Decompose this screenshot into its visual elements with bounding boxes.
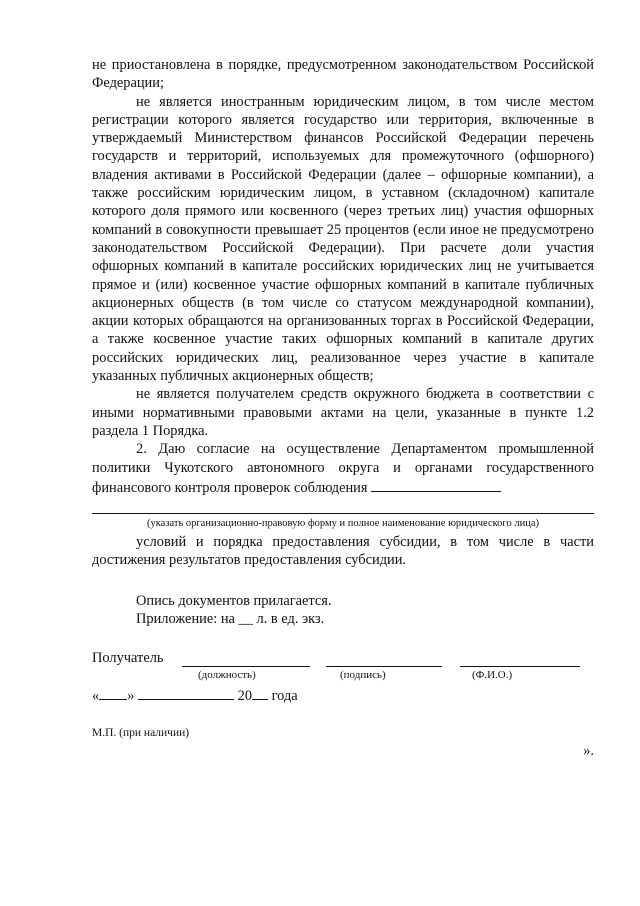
- position-caption: (должность): [198, 669, 256, 682]
- consent-text: 2. Даю согласие на осуществление Департаментом промышленной политики Чукотского автономного округа и органами государственного финансового контроля проверок соблюдения: [92, 441, 594, 496]
- date-row: « » 20 года: [92, 688, 298, 705]
- paragraph-budget: не является получателем средств окружного бюджета в соответствии с иными нормативными правовыми актами на цели, указанные в пункте 1.2 раздела 1 Порядка.: [92, 386, 594, 439]
- month-blank: [138, 687, 234, 700]
- position-line: [182, 652, 310, 667]
- paragraph-inventory: Опись документов прилагается.: [136, 592, 332, 609]
- paragraph-attachment: Приложение: на __ л. в ед. экз.: [136, 611, 325, 628]
- paragraph-consent: [92, 440, 594, 497]
- org-name-line: [92, 499, 594, 514]
- name-line: [460, 652, 580, 667]
- name-caption: (Ф.И.О.): [472, 669, 513, 682]
- day-blank: [99, 687, 127, 700]
- signature-captions: [92, 669, 594, 681]
- signature-row: [92, 650, 594, 667]
- paragraph-conditions: условий и порядка предоставления субсидии, в том числе в части достижения результатов предоставления субсидии.: [92, 534, 594, 569]
- year-blank: [252, 687, 268, 700]
- paragraph-1: не приостановлена в порядке, предусмотренном законодательством Российской Федерации;: [92, 57, 594, 92]
- sign-caption: (подпись): [340, 669, 386, 682]
- closing-quote: ».: [583, 743, 594, 760]
- org-name-caption: (указать организационно-правовую форму и полное наименование юридического лица): [146, 518, 539, 530]
- document-page: [92, 56, 594, 760]
- recipient-label: Получатель: [92, 650, 164, 667]
- sign-line: [326, 652, 442, 667]
- org-name-blank: [371, 477, 501, 492]
- stamp-place: М.П. (при наличии): [92, 727, 190, 740]
- paragraph-offshore: не является иностранным юридическим лицом, в том числе местом регистрации которого является государство или территория, включенные в утверждаемый Министерством финансов Российской Федерации перечень государств и территорий, используемых для промежуточного (офшорного) владения активами в Российской Федерации (далее – офшорные компании), а также российским юридическим лицом, в уставном (складочном) капитале которого доля прямого или косвенного (через третьих лиц) участия офшорных компаний в совокупности превышает 25 процентов (если иное не предусмотрено законодательством Российской Федерации). При расчете доли участия офшорных компаний в капитале российских юридических лиц не учитывается прямое и (или) косвенное участие офшорных компаний в капитале публичных акционерных обществ (в том числе со статусом международной компании), акции которых обращаются на организованных торгах в Российской Федерации, а также косвенное участие таких офшорных компаний в капитале других российских юридических лиц, реализованное через участие в капитале указанных публичных акционерных обществ;: [92, 93, 594, 385]
